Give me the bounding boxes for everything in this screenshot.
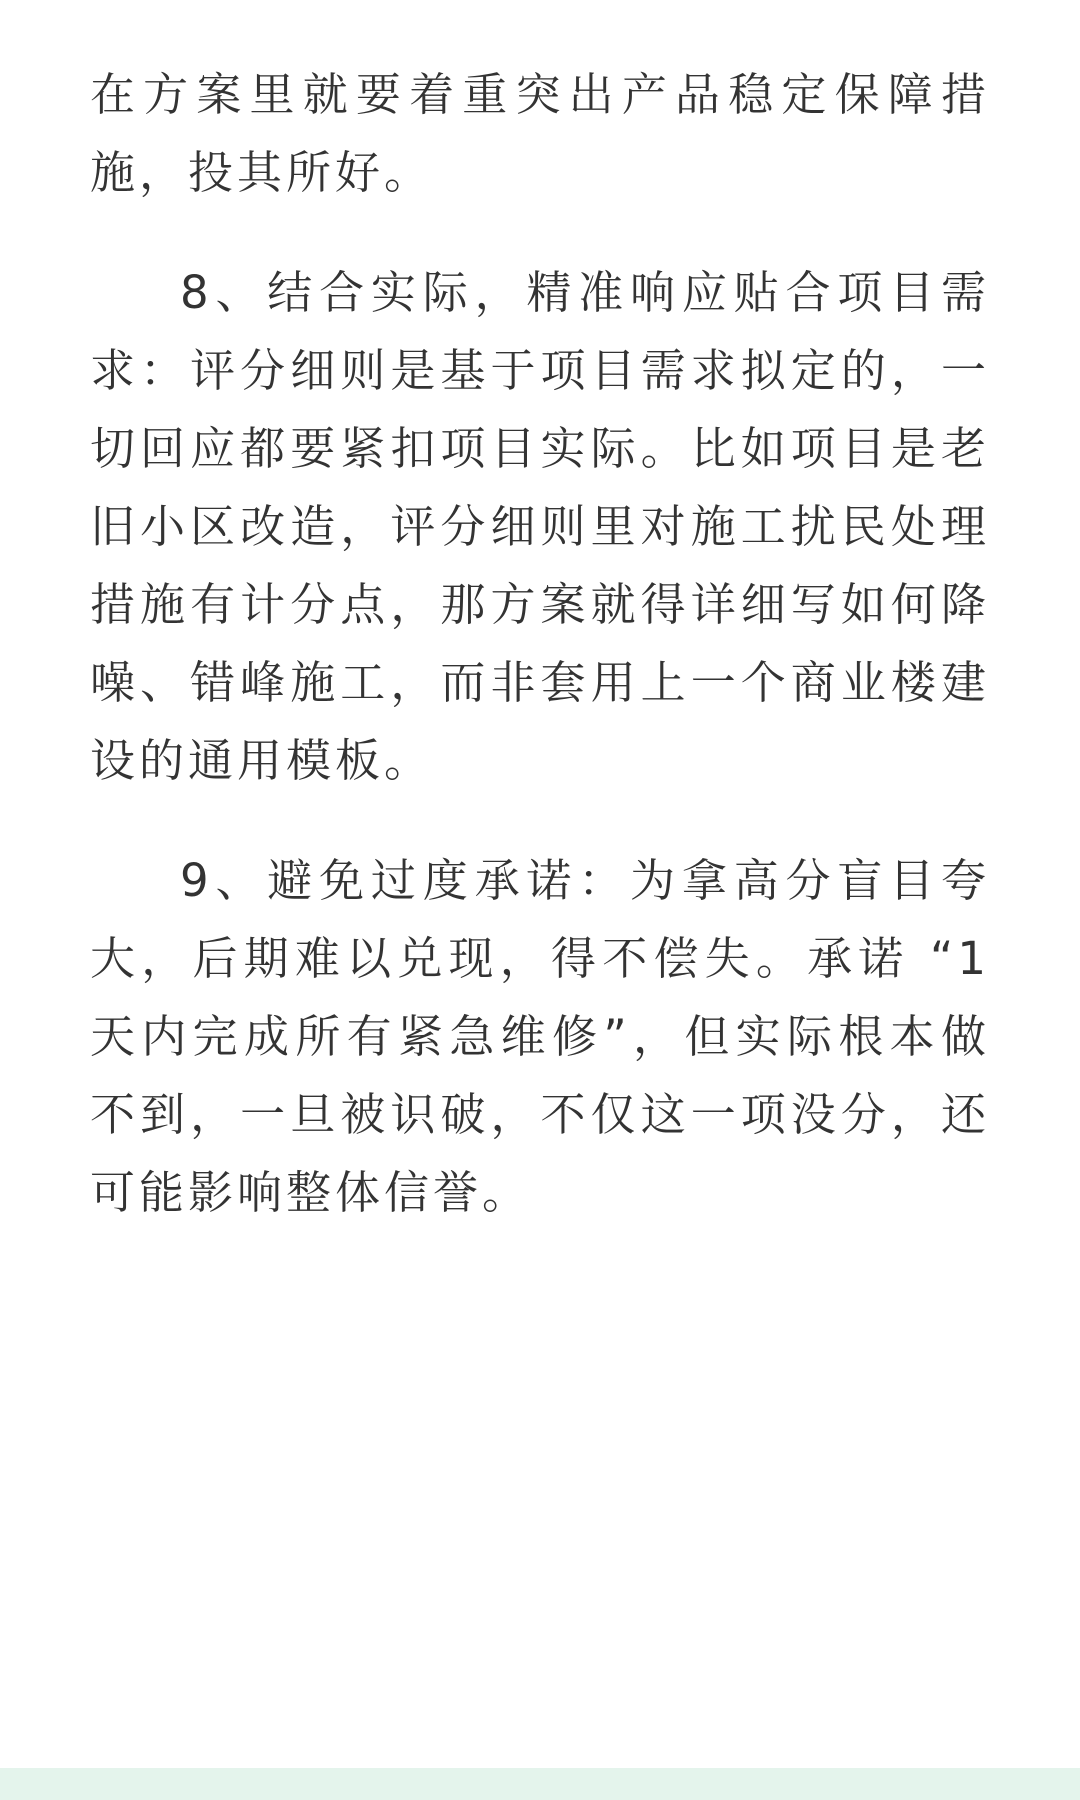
footer-band [0, 1768, 1080, 1800]
paragraph-continuation: 在方案里就要着重突出产品稳定保障措施，投其所好。 [90, 68, 990, 199]
article-body [90, 56, 990, 1274]
paragraph-point-9: 9、避免过度承诺：为拿高分盲目夸大，后期难以兑现，得不偿失。承诺 “1天内完成所有紧急维修”，但实际根本做不到，一旦被识破，不仅这一项没分，还可能影响整体信誉。 [90, 854, 990, 1219]
paragraph-point-8: 8、结合实际，精准响应贴合项目需求：评分细则是基于项目需求拟定的，一切回应都要紧扣项目实际。比如项目是老旧小区改造，评分细则里对施工扰民处理措施有计分点，那方案就得详细写如何降噪、错峰施工，而非套用上一个商业楼建设的通用模板。 [90, 266, 990, 787]
